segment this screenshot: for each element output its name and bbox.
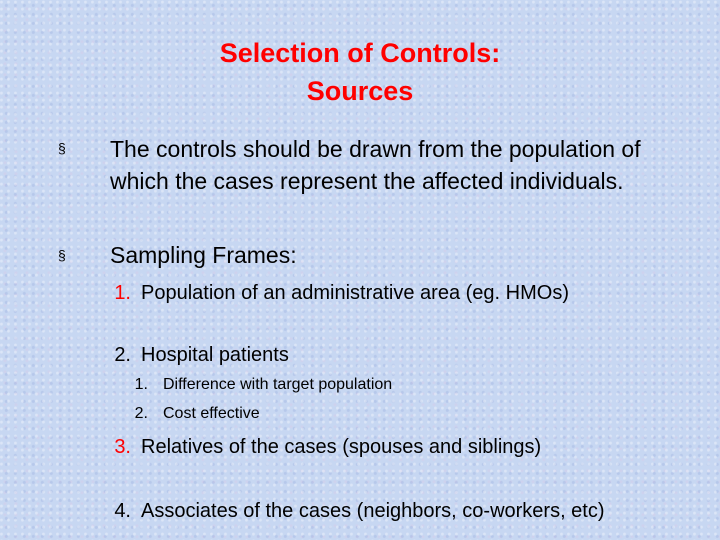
frame-number-1: 1. bbox=[114, 282, 131, 304]
subitem-number-2: 2. bbox=[134, 405, 148, 422]
frame-text-3: Relatives of the cases (spouses and siblings) bbox=[141, 436, 542, 458]
frame-number-2: 2. bbox=[114, 344, 131, 366]
frame-number-4: 4. bbox=[114, 500, 131, 522]
slide-title-line-2: Sources bbox=[306, 76, 414, 106]
bullet-text-sampling-frames: Sampling Frames: bbox=[110, 242, 297, 268]
frame-number-3: 3. bbox=[114, 436, 131, 458]
frame-text-4: Associates of the cases (neighbors, co-workers, etc) bbox=[141, 500, 605, 522]
frame-text-1: Population of an administrative area (eg. HMOs) bbox=[141, 282, 569, 304]
frame-text-2: Hospital patients bbox=[141, 344, 289, 366]
subitem-text-1: Difference with target population bbox=[163, 376, 393, 393]
bullet-marker: § bbox=[58, 247, 66, 263]
subitem-number-1: 1. bbox=[134, 376, 148, 393]
bullet-text-controls: The controls should be drawn from the population of which the cases represent the affected individuals. bbox=[110, 136, 641, 194]
slide-title-line-1: Selection of Controls: bbox=[219, 38, 501, 68]
slide-title bbox=[0, 34, 720, 110]
bullet-marker: § bbox=[58, 140, 66, 156]
subitem-text-2: Cost effective bbox=[163, 405, 260, 422]
